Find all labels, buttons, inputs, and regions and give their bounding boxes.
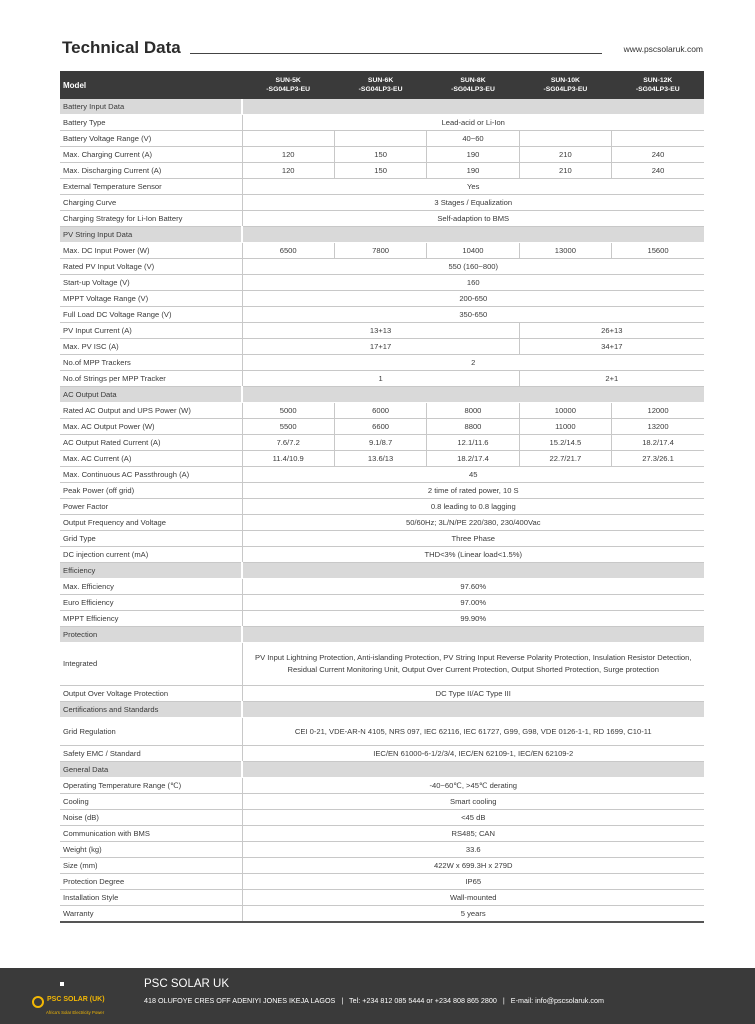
row-label: Weight (kg) (60, 842, 242, 858)
table-row (60, 595, 704, 611)
section-header-row (60, 702, 704, 718)
footer-contact: 418 OLUFOYE CRES OFF ADENIYI JONES IKEJA LAGOS | Tel: +234 812 085 5444 or +234 808 865 2800 | E-mail: info@pscsolaruk.com (144, 996, 604, 1005)
table-row (60, 323, 704, 339)
row-label: Start-up Voltage (V) (60, 275, 242, 291)
footer (0, 968, 755, 1024)
row-value: 13.6/13 (334, 451, 426, 467)
row-value: Three Phase (242, 531, 704, 547)
row-label: Max. AC Current (A) (60, 451, 242, 467)
row-value: 3 Stages / Equalization (242, 195, 704, 211)
row-value: 9.1/8.7 (334, 435, 426, 451)
section-header-row (60, 563, 704, 579)
row-value: 18.2/17.4 (427, 451, 519, 467)
row-label: Protection Degree (60, 874, 242, 890)
footer-address: 418 OLUFOYE CRES OFF ADENIYI JONES IKEJA LAGOS (144, 996, 336, 1005)
row-value: 45 (242, 467, 704, 483)
row-value: <45 dB (242, 810, 704, 826)
row-label: Size (mm) (60, 858, 242, 874)
row-value: 6000 (334, 403, 426, 419)
table-row (60, 339, 704, 355)
table-row (60, 291, 704, 307)
row-value: Lead-acid or Li-Ion (242, 115, 704, 131)
row-value: 120 (242, 147, 334, 163)
row-value (612, 131, 704, 147)
row-value: 13000 (519, 243, 611, 259)
table-row (60, 483, 704, 499)
bullet-icon (60, 982, 64, 986)
row-value: 160 (242, 275, 704, 291)
table-row (60, 403, 704, 419)
section-fill (242, 702, 704, 718)
row-label: Euro Efficiency (60, 595, 242, 611)
row-value: Smart cooling (242, 794, 704, 810)
row-value: 22.7/21.7 (519, 451, 611, 467)
row-value: PV Input Lightning Protection, Anti-islanding Protection, PV String Input Reverse Polarity Protection, Insulation Resistor Detection, Residual Current Monitoring Unit, Output Over Current Protection, Output Shorted Protection, Surge protection (242, 643, 704, 686)
row-value: 1 (242, 371, 519, 387)
row-label: Max. Charging Current (A) (60, 147, 242, 163)
row-value: RS485; CAN (242, 826, 704, 842)
row-value: 2 (242, 355, 704, 371)
row-value (519, 131, 611, 147)
row-value: 99.90% (242, 611, 704, 627)
row-value (242, 131, 334, 147)
row-label: Rated AC Output and UPS Power (W) (60, 403, 242, 419)
table-row (60, 778, 704, 794)
table-row (60, 826, 704, 842)
row-value: 5500 (242, 419, 334, 435)
row-label: External Temperature Sensor (60, 179, 242, 195)
table-row (60, 906, 704, 923)
row-label: Power Factor (60, 499, 242, 515)
logo-tagline: Africa's Solar Electricity Power (46, 1010, 105, 1015)
table-row (60, 419, 704, 435)
table-row (60, 115, 704, 131)
table-row (60, 451, 704, 467)
table-row (60, 810, 704, 826)
row-label: Operating Temperature Range (℃) (60, 778, 242, 794)
row-value: 26+13 (519, 323, 704, 339)
row-value: 27.3/26.1 (612, 451, 704, 467)
table-row (60, 531, 704, 547)
model-column-header: SUN-5K -SG04LP3-EU (242, 71, 334, 99)
row-value: DC Type II/AC Type III (242, 686, 704, 702)
table-row (60, 147, 704, 163)
row-value: 10400 (427, 243, 519, 259)
row-value: 13200 (612, 419, 704, 435)
table-row (60, 243, 704, 259)
row-label: Output Frequency and Voltage (60, 515, 242, 531)
row-value: 120 (242, 163, 334, 179)
logo-brand: PSC SOLAR (UK) (47, 996, 105, 1003)
row-value: 18.2/17.4 (612, 435, 704, 451)
row-value (334, 131, 426, 147)
table-row (60, 131, 704, 147)
row-value: 6500 (242, 243, 334, 259)
row-value: 15.2/14.5 (519, 435, 611, 451)
row-label: Battery Voltage Range (V) (60, 131, 242, 147)
table-row (60, 179, 704, 195)
row-value: 34+17 (519, 339, 704, 355)
row-label: Safety EMC / Standard (60, 746, 242, 762)
row-label: Max. Efficiency (60, 579, 242, 595)
row-label: No.of MPP Trackers (60, 355, 242, 371)
sun-icon (32, 996, 44, 1008)
model-column-header: SUN-12K -SG04LP3-EU (612, 71, 704, 99)
model-column-header: SUN-10K -SG04LP3-EU (519, 71, 611, 99)
table-row (60, 746, 704, 762)
table-row (60, 890, 704, 906)
row-label: Charging Strategy for Li-Ion Battery (60, 211, 242, 227)
title-divider (190, 53, 602, 54)
row-value: 6600 (334, 419, 426, 435)
row-value: 50/60Hz; 3L/N/PE 220/380, 230/400Vac (242, 515, 704, 531)
company-logo (32, 992, 118, 1020)
row-value: -40~60℃, >45℃ derating (242, 778, 704, 794)
table-row (60, 643, 704, 686)
row-value: 150 (334, 163, 426, 179)
row-value: 190 (427, 163, 519, 179)
footer-email[interactable]: E-mail: info@pscsolaruk.com (510, 996, 604, 1005)
section-header-row (60, 99, 704, 115)
row-value: 17+17 (242, 339, 519, 355)
table-row (60, 307, 704, 323)
row-value: 10000 (519, 403, 611, 419)
row-value: 11.4/10.9 (242, 451, 334, 467)
row-value: IP65 (242, 874, 704, 890)
row-value: 7800 (334, 243, 426, 259)
row-value: 0.8 leading to 0.8 lagging (242, 499, 704, 515)
row-label: DC injection current (mA) (60, 547, 242, 563)
row-value: 33.6 (242, 842, 704, 858)
row-value: 8000 (427, 403, 519, 419)
table-row (60, 842, 704, 858)
table-row (60, 874, 704, 890)
row-value: 2+1 (519, 371, 704, 387)
row-value: 97.60% (242, 579, 704, 595)
row-value: CEI 0-21, VDE-AR-N 4105, NRS 097, IEC 62116, IEC 61727, G99, G98, VDE 0126-1-1, RD 1699, C10-11 (242, 718, 704, 746)
table-row (60, 718, 704, 746)
row-label: Full Load DC Voltage Range (V) (60, 307, 242, 323)
row-value: 15600 (612, 243, 704, 259)
footer-company-name: PSC SOLAR UK (144, 978, 229, 990)
row-value: 12000 (612, 403, 704, 419)
section-title: Certifications and Standards (60, 702, 242, 718)
row-label: Communication with BMS (60, 826, 242, 842)
section-title: Efficiency (60, 563, 242, 579)
table-row (60, 547, 704, 563)
table-row (60, 794, 704, 810)
row-label: Warranty (60, 906, 242, 923)
section-fill (242, 99, 704, 115)
row-value: 190 (427, 147, 519, 163)
section-title: General Data (60, 762, 242, 778)
table-row (60, 259, 704, 275)
row-value: 40~60 (427, 131, 519, 147)
row-label: No.of Strings per MPP Tracker (60, 371, 242, 387)
row-label: MPPT Efficiency (60, 611, 242, 627)
row-value: 200-650 (242, 291, 704, 307)
row-value: 240 (612, 147, 704, 163)
section-fill (242, 627, 704, 643)
row-label: Grid Regulation (60, 718, 242, 746)
section-fill (242, 387, 704, 403)
section-title: AC Output Data (60, 387, 242, 403)
row-label: Noise (dB) (60, 810, 242, 826)
table-row (60, 275, 704, 291)
row-label: PV Input Current (A) (60, 323, 242, 339)
row-value: 7.6/7.2 (242, 435, 334, 451)
section-header-row (60, 387, 704, 403)
row-value: 150 (334, 147, 426, 163)
model-header: Model (60, 71, 242, 99)
table-row (60, 499, 704, 515)
table-row (60, 371, 704, 387)
row-value: Yes (242, 179, 704, 195)
table-body (60, 99, 704, 922)
section-title: Protection (60, 627, 242, 643)
section-header-row (60, 762, 704, 778)
table-row (60, 195, 704, 211)
model-column-header: SUN-6K -SG04LP3-EU (334, 71, 426, 99)
footer-phone: Tel: +234 812 085 5444 or +234 808 865 2800 (349, 996, 497, 1005)
section-fill (242, 762, 704, 778)
row-label: Installation Style (60, 890, 242, 906)
row-value: 5000 (242, 403, 334, 419)
section-fill (242, 563, 704, 579)
table-row (60, 611, 704, 627)
table-row (60, 355, 704, 371)
section-fill (242, 227, 704, 243)
row-value: THD<3% (Linear load<1.5%) (242, 547, 704, 563)
row-label: Battery Type (60, 115, 242, 131)
row-label: Cooling (60, 794, 242, 810)
row-label: Max. DC Input Power (W) (60, 243, 242, 259)
row-value: 210 (519, 147, 611, 163)
table-row (60, 467, 704, 483)
section-title: PV String Input Data (60, 227, 242, 243)
row-label: Charging Curve (60, 195, 242, 211)
row-value: 550 (160~800) (242, 259, 704, 275)
table-row (60, 515, 704, 531)
section-title: Battery Input Data (60, 99, 242, 115)
website-link[interactable]: www.pscsolaruk.com (623, 44, 703, 54)
row-value: 97.00% (242, 595, 704, 611)
row-label: Max. PV ISC (A) (60, 339, 242, 355)
section-header-row (60, 627, 704, 643)
row-label: Max. AC Output Power (W) (60, 419, 242, 435)
row-label: Peak Power (off grid) (60, 483, 242, 499)
row-value: 5 years (242, 906, 704, 923)
row-value: 12.1/11.6 (427, 435, 519, 451)
table-row (60, 163, 704, 179)
row-label: MPPT Voltage Range (V) (60, 291, 242, 307)
table-row (60, 211, 704, 227)
row-value: 210 (519, 163, 611, 179)
technical-data-table (60, 71, 704, 923)
row-value: 8800 (427, 419, 519, 435)
row-label: Max. Discharging Current (A) (60, 163, 242, 179)
row-label: AC Output Rated Current (A) (60, 435, 242, 451)
section-header-row (60, 227, 704, 243)
table-row (60, 686, 704, 702)
table-row (60, 435, 704, 451)
row-value: 350-650 (242, 307, 704, 323)
page-title: Technical Data (62, 38, 181, 57)
row-label: Max. Continuous AC Passthrough (A) (60, 467, 242, 483)
model-column-header: SUN-8K -SG04LP3-EU (427, 71, 519, 99)
row-label: Rated PV Input Voltage (V) (60, 259, 242, 275)
row-value: 13+13 (242, 323, 519, 339)
row-label: Integrated (60, 643, 242, 686)
row-value: 422W x 699.3H x 279D (242, 858, 704, 874)
row-value: IEC/EN 61000-6-1/2/3/4, IEC/EN 62109-1, IEC/EN 62109-2 (242, 746, 704, 762)
table-header-row (60, 71, 704, 99)
row-label: Grid Type (60, 531, 242, 547)
row-value: 11000 (519, 419, 611, 435)
row-value: Self-adaption to BMS (242, 211, 704, 227)
table-row (60, 858, 704, 874)
table-row (60, 579, 704, 595)
row-label: Output Over Voltage Protection (60, 686, 242, 702)
row-value: 2 time of rated power, 10 S (242, 483, 704, 499)
row-value: Wall-mounted (242, 890, 704, 906)
row-value: 240 (612, 163, 704, 179)
